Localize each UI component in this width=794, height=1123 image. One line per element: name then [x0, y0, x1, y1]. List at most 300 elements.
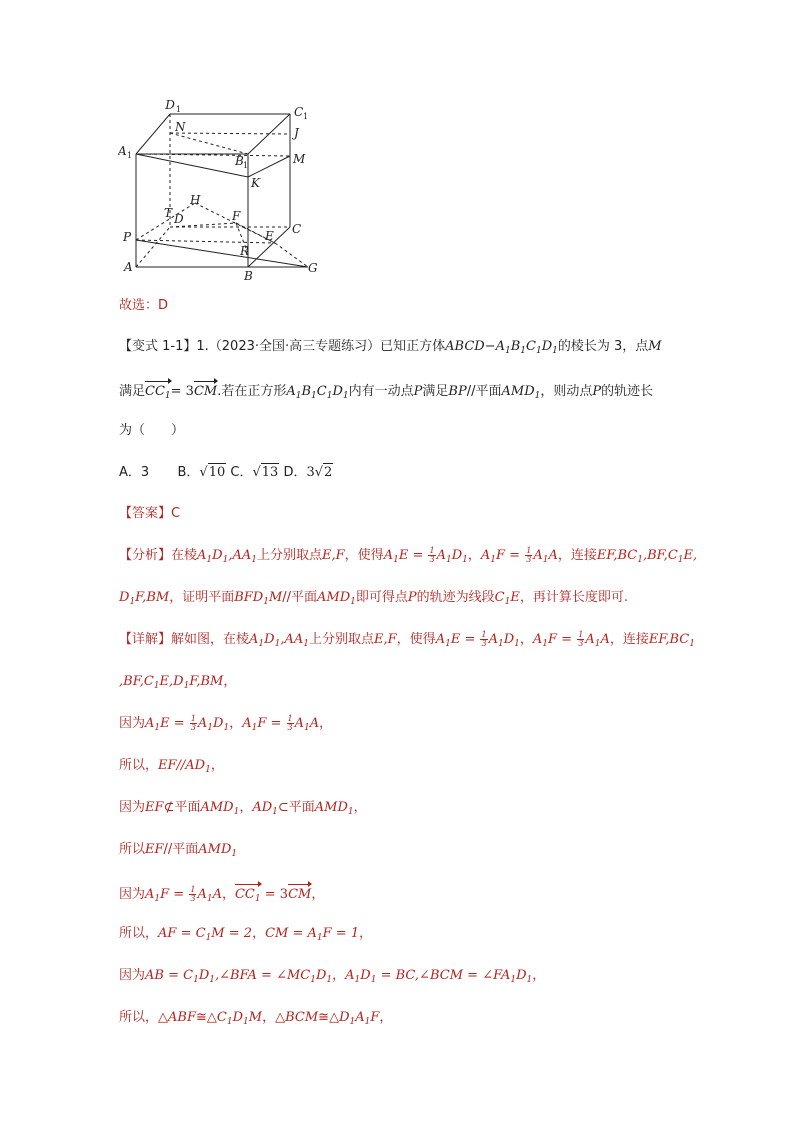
math: D	[173, 674, 184, 689]
label-k: K	[251, 176, 260, 190]
sub: 1	[243, 1017, 249, 1027]
text: 的棱长为 3，点	[557, 339, 649, 354]
math: ∠	[482, 968, 494, 983]
math: D	[339, 1010, 350, 1025]
label-c1-sub: 1	[303, 112, 309, 121]
math: ,	[663, 548, 668, 563]
math: AB	[145, 968, 164, 983]
text: ，	[532, 968, 546, 983]
math: F	[496, 548, 506, 563]
math: B	[301, 384, 312, 399]
math: C	[316, 384, 327, 399]
math: P	[592, 384, 602, 399]
math: A	[307, 926, 317, 941]
math: D	[360, 968, 371, 983]
math: P	[407, 590, 417, 605]
label-j: J	[294, 126, 299, 140]
math: ABCD−A	[445, 339, 505, 354]
math: ,	[228, 548, 233, 563]
sub: 1	[677, 555, 684, 565]
text: //平面	[466, 384, 502, 399]
math: ,	[414, 968, 420, 983]
sub: 1	[226, 1017, 233, 1027]
text: 所以	[119, 842, 146, 857]
question-number: 1.	[196, 339, 209, 354]
math: D	[315, 968, 327, 983]
math: P	[413, 384, 423, 399]
option-value: 13	[261, 465, 279, 480]
text: //平面	[163, 842, 199, 857]
math: A	[247, 968, 257, 983]
math: EF	[158, 758, 177, 773]
math: BC	[669, 632, 690, 647]
math: △	[206, 1010, 217, 1025]
sub: 1	[183, 681, 190, 691]
math: F	[189, 674, 197, 689]
math: E	[510, 590, 520, 605]
math: A	[600, 632, 610, 647]
option-value: 10	[208, 465, 226, 480]
math: E	[322, 548, 332, 563]
text: ，	[311, 887, 325, 902]
detail-line-6	[119, 841, 237, 863]
math: ,	[119, 674, 124, 689]
sub: 1	[251, 723, 258, 733]
text: //平面	[282, 590, 318, 605]
math: F	[322, 926, 332, 941]
text: 所以，	[119, 926, 159, 941]
sub: 1	[207, 723, 214, 733]
sub: 1	[535, 346, 542, 356]
sub: 1	[206, 555, 213, 565]
math: =	[169, 887, 189, 902]
variant-tag: 【变式 1-1】	[119, 339, 197, 354]
text: ，	[221, 887, 235, 902]
math: A	[145, 887, 155, 902]
math: C	[494, 590, 505, 605]
math: CC	[145, 384, 165, 399]
option-coef: 3	[306, 465, 315, 480]
frac-den: 3	[190, 894, 196, 903]
math: A	[345, 968, 355, 983]
math: A	[548, 548, 558, 563]
text: ，	[353, 800, 367, 815]
math: //	[176, 758, 186, 773]
frac-den: 3	[526, 555, 532, 564]
math: F	[335, 548, 345, 563]
option-label: A．	[119, 465, 141, 480]
math: A	[293, 632, 304, 647]
frac-den: 3	[481, 639, 487, 648]
math: D	[332, 384, 343, 399]
math: =	[260, 887, 280, 902]
math: =	[163, 968, 184, 983]
label-e: E	[265, 229, 274, 243]
math: BC	[285, 1010, 305, 1025]
math: ≅	[318, 1010, 330, 1025]
math: BF	[230, 968, 248, 983]
label-c1: C	[294, 105, 304, 119]
sub: 1	[272, 807, 278, 817]
label-g: G	[308, 261, 318, 275]
text: 内有一动点	[348, 384, 414, 399]
math: A	[436, 548, 446, 563]
math: A	[197, 716, 208, 731]
math: BC	[617, 548, 638, 563]
math: BP	[448, 384, 467, 399]
label-d1-sub: 1	[176, 105, 182, 114]
sub: 1	[526, 975, 533, 985]
sub: 1	[594, 639, 601, 649]
text: ，	[379, 1010, 393, 1025]
math: =	[557, 632, 577, 647]
math: 3	[279, 887, 289, 902]
text: ，	[467, 548, 481, 563]
sub: 1	[347, 807, 354, 817]
cube-figure	[118, 93, 333, 285]
math: EF	[145, 800, 164, 815]
sub: 1	[251, 555, 257, 565]
analysis-tag: 【分析】	[119, 548, 172, 563]
label-t: T	[164, 206, 173, 220]
math: E	[159, 674, 170, 689]
math: C	[216, 1010, 227, 1025]
text: ，再计算长度即可.	[519, 590, 628, 605]
math: A	[197, 548, 207, 563]
math: AMD	[200, 800, 234, 815]
sub: 1	[349, 1017, 356, 1027]
sub: 1	[274, 639, 281, 649]
text: 即可得点	[355, 590, 408, 605]
math: D	[451, 548, 463, 563]
math: AMD	[314, 800, 348, 815]
option-label: B．	[177, 465, 200, 480]
label-f: F	[232, 209, 241, 223]
math: D	[503, 632, 515, 647]
math: D	[264, 632, 275, 647]
math: CM	[288, 883, 311, 904]
math: A	[532, 632, 543, 647]
math: △	[275, 1010, 286, 1025]
analysis-line-2	[119, 589, 628, 611]
label-a: A	[124, 260, 133, 274]
math: A	[242, 716, 252, 731]
math: M	[648, 339, 662, 354]
question-line-2	[119, 380, 653, 405]
sub: 1	[154, 894, 161, 904]
math: ,	[642, 548, 648, 563]
question-line-1	[119, 338, 662, 360]
math: ∠	[276, 968, 287, 983]
text: 所以，	[119, 1010, 159, 1025]
sub: 1	[326, 975, 333, 985]
label-d: D	[174, 212, 184, 226]
sub: 1	[445, 555, 452, 565]
math: M	[248, 1010, 263, 1025]
label-p: P	[123, 230, 132, 244]
math: E	[450, 632, 461, 647]
text: 的轨迹为线段	[416, 590, 495, 605]
math: E	[374, 632, 384, 647]
math: A	[232, 548, 242, 563]
sub: 1	[193, 975, 199, 985]
math: =	[408, 548, 428, 563]
math: A	[533, 548, 543, 563]
text: .若在正方形	[217, 384, 287, 399]
math: ⊂	[277, 800, 289, 815]
math: ⊄	[163, 800, 175, 815]
sub: 1	[370, 975, 377, 985]
sub: 1	[129, 597, 136, 607]
text: 满足	[422, 384, 449, 399]
sub: 1	[263, 597, 269, 607]
frac-num: 1	[578, 630, 584, 639]
math: D	[213, 716, 224, 731]
sub: 1	[310, 975, 316, 985]
math: △	[329, 1010, 340, 1025]
math: =	[288, 926, 308, 941]
math: A	[197, 887, 207, 902]
frac-den: 3	[578, 639, 584, 648]
detail-line-1	[119, 631, 695, 653]
text: ，	[229, 716, 243, 731]
sub: 1	[311, 391, 317, 401]
math: A	[284, 632, 294, 647]
text: ，	[239, 800, 253, 815]
math: CM	[194, 380, 217, 401]
text: ，	[210, 758, 224, 773]
math: F	[135, 590, 143, 605]
analysis-line-1	[119, 547, 697, 569]
math: AMD	[198, 842, 232, 857]
math: BF	[123, 674, 140, 689]
sub: 1	[354, 975, 361, 985]
frac-num: 1	[481, 630, 487, 639]
option-label: D．	[283, 465, 307, 480]
sub: 1	[223, 723, 230, 733]
math: AD	[252, 800, 273, 815]
math: =	[463, 968, 483, 983]
sub: 1	[510, 975, 517, 985]
math: ,	[139, 674, 144, 689]
sub: 1	[205, 933, 212, 943]
sub: 1	[258, 639, 265, 649]
label-b: B	[244, 269, 253, 283]
math: AF	[158, 926, 177, 941]
math: AMD	[501, 384, 535, 399]
math: M	[268, 590, 283, 605]
math: ,	[215, 968, 220, 983]
math: △	[158, 1010, 169, 1025]
math: ∠	[219, 968, 231, 983]
math: ,	[196, 674, 201, 689]
frac-num: 1	[287, 714, 293, 723]
option-c: C．√13	[230, 465, 279, 480]
detail-tag: 【详解】	[119, 632, 172, 647]
text: ，证明平面	[169, 590, 235, 605]
math: A	[355, 1010, 365, 1025]
text: ，连接	[557, 548, 597, 563]
sub: 1	[689, 639, 695, 649]
math: B	[510, 339, 521, 354]
sub: 1	[304, 723, 310, 733]
text: ，	[332, 968, 346, 983]
label-h: H	[190, 193, 201, 207]
detail-line-5	[119, 799, 367, 821]
math: F	[257, 716, 267, 731]
answer-value: C	[171, 506, 181, 521]
text: ，	[262, 1010, 276, 1025]
sub: 1	[342, 391, 349, 401]
math: AB	[168, 1010, 187, 1025]
sub: 1	[209, 975, 215, 985]
text: 上分别取点	[308, 632, 374, 647]
math: D	[232, 1010, 244, 1025]
math: CC	[234, 887, 255, 902]
math: 2	[243, 926, 253, 941]
math: =	[169, 716, 189, 731]
text: 因为	[119, 968, 146, 983]
math: A	[309, 716, 320, 731]
sub: 1	[504, 597, 511, 607]
text: ，	[319, 716, 333, 731]
sub: 1	[552, 346, 558, 356]
label-m: M	[293, 152, 306, 166]
math: M	[286, 968, 301, 983]
text: ，使得	[396, 632, 436, 647]
option-label: C．	[230, 465, 253, 480]
math: =	[376, 968, 396, 983]
sub: 1	[520, 346, 527, 356]
math: EF	[145, 842, 164, 857]
math: =	[224, 926, 244, 941]
math: C	[195, 926, 206, 941]
sub: 1	[497, 639, 504, 649]
math: E	[160, 716, 170, 731]
math: ,	[331, 548, 336, 563]
math: F	[370, 1010, 380, 1025]
math: F	[493, 968, 501, 983]
text: 上分别取点	[256, 548, 322, 563]
sub: 1	[542, 555, 549, 565]
math: A	[249, 632, 259, 647]
label-d1: D	[165, 98, 175, 112]
label-n: N	[175, 120, 186, 134]
answer-block	[119, 505, 180, 523]
sub: 1	[462, 555, 468, 565]
math: A	[480, 548, 491, 563]
math: A	[241, 548, 252, 563]
sub: 1	[164, 391, 171, 401]
math: D	[212, 548, 223, 563]
math: ,	[142, 590, 147, 605]
math: AMD	[317, 590, 351, 605]
sub: 1	[206, 894, 213, 904]
option-b: B．√10	[177, 465, 226, 480]
text: ，则动点	[540, 384, 593, 399]
frac-num: 1	[526, 546, 532, 555]
label-a1: A	[118, 144, 127, 158]
math: A	[145, 716, 155, 731]
math: =	[256, 968, 277, 983]
option-value: 2	[324, 465, 333, 480]
text: 已知正方体	[380, 339, 446, 354]
math: C	[300, 968, 311, 983]
math: F	[160, 887, 170, 902]
math: = 3	[170, 384, 194, 399]
math: =	[331, 926, 351, 941]
text: 所以，	[119, 758, 159, 773]
detail-line-7	[119, 883, 324, 908]
text: ，	[519, 632, 533, 647]
sub: 1	[637, 555, 643, 565]
math: M	[211, 926, 225, 941]
math: ,	[613, 548, 618, 563]
math: ,	[665, 632, 670, 647]
options-line	[119, 463, 333, 482]
answer-tag: 【答案】	[119, 506, 172, 521]
math: BC	[395, 968, 415, 983]
answer-line-label: 故选：	[119, 298, 159, 313]
math: ∠	[419, 968, 430, 983]
math: A	[488, 632, 498, 647]
text: ，	[359, 926, 373, 941]
sub: 1	[154, 723, 161, 733]
math: =	[460, 632, 480, 647]
sub: 1	[445, 639, 451, 649]
text: 满足	[119, 384, 146, 399]
sub: 1	[303, 639, 309, 649]
label-c: C	[292, 222, 302, 236]
math: E	[683, 548, 693, 563]
math: F	[186, 1010, 196, 1025]
sub: 1	[534, 391, 541, 401]
math: ≅	[196, 1010, 207, 1025]
sub: 1	[205, 765, 211, 775]
math: ,	[383, 632, 388, 647]
math: ,	[169, 674, 174, 689]
math: M	[449, 968, 464, 983]
math: A	[585, 632, 595, 647]
detail-line-3	[119, 715, 332, 737]
option-value: 3	[140, 465, 150, 480]
math: E	[398, 548, 409, 563]
math: BFD	[234, 590, 264, 605]
text: 为（ ）	[119, 423, 185, 438]
math: C	[183, 968, 194, 983]
math: 1	[350, 926, 360, 941]
text: 在棱	[171, 548, 198, 563]
text: 因为	[119, 887, 146, 902]
text: 因为	[119, 800, 146, 815]
question-line-3	[119, 422, 184, 440]
answer-line	[119, 297, 168, 315]
sub: 1	[316, 933, 323, 943]
sub: 1	[490, 555, 497, 565]
text: 平面	[288, 800, 315, 815]
sub: 1	[393, 555, 399, 565]
detail-line-4	[119, 757, 224, 779]
math: F	[387, 632, 397, 647]
option-d: D．3√2	[283, 465, 333, 480]
text: ，	[252, 926, 266, 941]
math: A	[294, 716, 305, 731]
text: 解如图，在棱	[171, 632, 250, 647]
frac-num: 1	[190, 885, 196, 894]
math: ,	[280, 632, 285, 647]
label-b1-sub: 1	[243, 161, 249, 170]
detail-line-8	[119, 925, 372, 947]
